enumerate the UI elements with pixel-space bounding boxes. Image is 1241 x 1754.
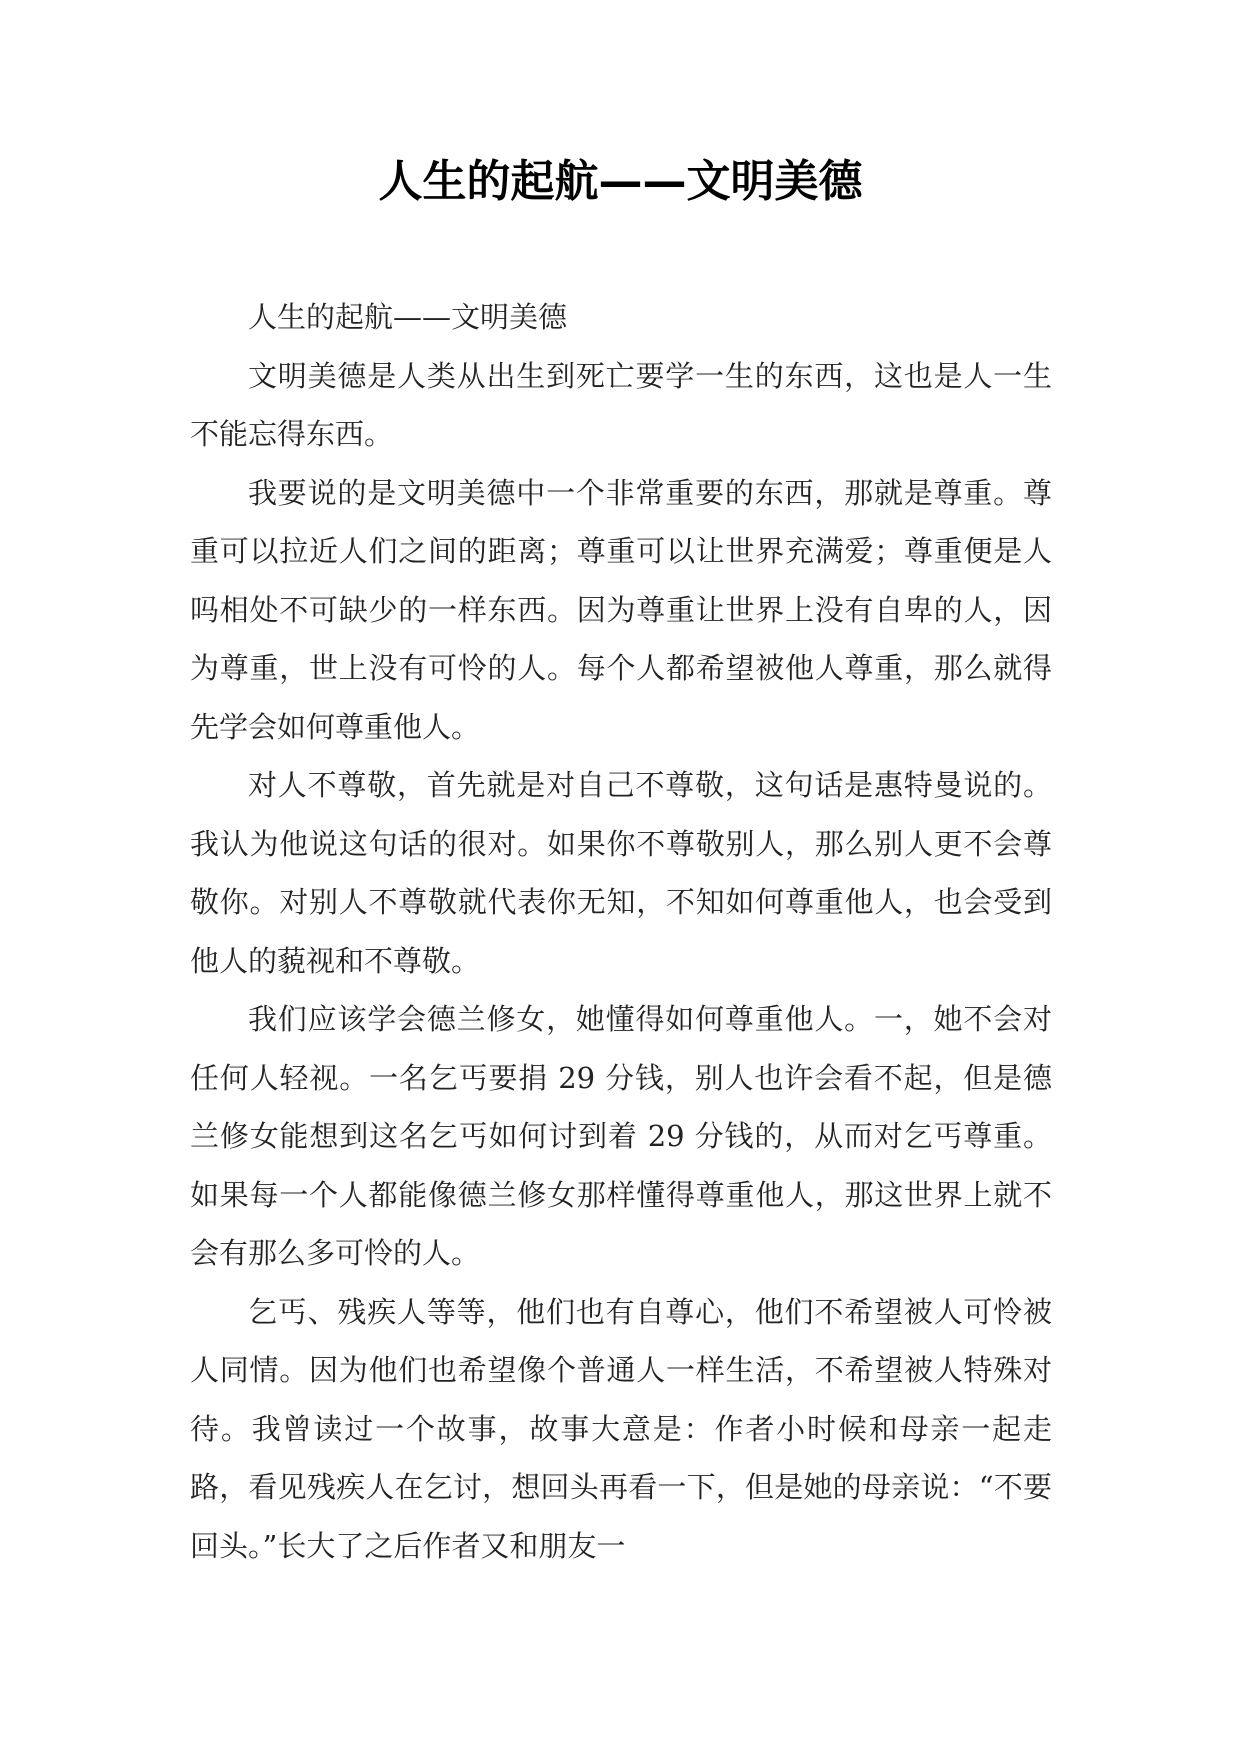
- paragraph: 人生的起航——文明美德: [248, 300, 568, 334]
- paragraph: 我们应该学会德兰修女，她懂得如何尊重他人。一，她不会对任何人轻视。一名乞丐要捐 29 分钱，别人也许会看不起，但是德兰修女能想到这名乞丐如何讨到着 29 分钱的，从而对乞丐尊重。如果每一个人都能像德兰修女那样懂得尊重他人，那这世界上就不会有那么多可怜的人。: [190, 1002, 1052, 1270]
- paragraph: 文明美德是人类从出生到死亡要学一生的东西，这也是人一生不能忘得东西。: [190, 358, 1052, 451]
- paragraph: 乞丐、残疾人等等，他们也有自尊心，他们不希望被人可怜被人同情。因为他们也希望像个普通人一样生活，不希望被人特殊对待。我曾读过一个故事，故事大意是：作者小时候和母亲一起走路，看见残疾人在乞讨，想回头再看一下，但是她的母亲说：“不要回头。”长大了之后作者又和朋友一: [190, 1294, 1052, 1563]
- document-title: 人生的起航——文明美德: [378, 156, 863, 207]
- paragraph: 对人不尊敬，首先就是对自己不尊敬，这句话是惠特曼说的。我认为他说这句话的很对。如果你不尊敬别人，那么别人更不会尊敬你。对别人不尊敬就代表你无知，不知如何尊重他人，也会受到他人的藐视和不尊敬。: [190, 768, 1052, 978]
- document-body: [190, 288, 1052, 1575]
- paragraph: 我要说的是文明美德中一个非常重要的东西，那就是尊重。尊重可以拉近人们之间的距离；尊重可以让世界充满爱；尊重便是人吗相处不可缺少的一样东西。因为尊重让世界上没有自卑的人，因为尊重，世上没有可怜的人。每个人都希望被他人尊重，那么就得先学会如何尊重他人。: [190, 475, 1052, 744]
